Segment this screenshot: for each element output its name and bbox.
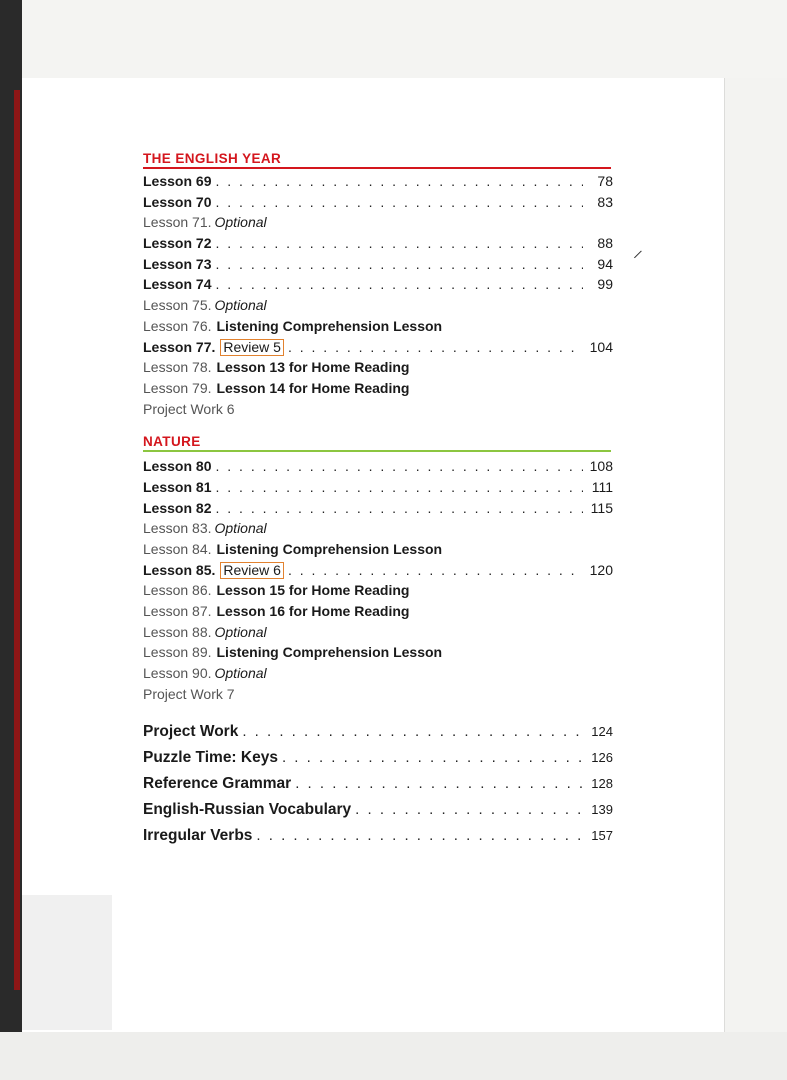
section-title: THE ENGLISH YEAR <box>143 151 282 166</box>
lesson-number: Lesson 86. <box>143 582 212 599</box>
toc-row <box>143 316 613 337</box>
lesson-number: Lesson 81 <box>143 478 212 495</box>
lesson-number: Lesson 79. <box>143 379 212 396</box>
appendix-list <box>143 719 613 849</box>
lesson-number: Lesson 82 <box>143 499 212 516</box>
lesson-number: Project Work 6 <box>143 400 235 417</box>
lesson-title: Lesson 15 for Home Reading <box>216 582 410 599</box>
leader-dots <box>355 797 583 823</box>
toc-row <box>143 399 613 420</box>
lesson-title: Lesson 14 for Home Reading <box>216 379 410 396</box>
page-number: 120 <box>589 561 613 578</box>
appendix-title: Project Work <box>143 722 239 740</box>
toc-row <box>143 477 613 498</box>
leader-dots <box>242 719 583 745</box>
appendix-title: English-Russian Vocabulary <box>143 800 352 818</box>
toc-row <box>143 684 613 705</box>
leader-dots <box>215 233 583 254</box>
toc-row <box>143 357 613 378</box>
toc-row <box>143 254 613 275</box>
toc-row <box>143 622 613 643</box>
toc-row <box>143 663 613 684</box>
toc-row <box>143 295 613 316</box>
page-number: 88 <box>597 235 613 252</box>
section-title: NATURE <box>143 434 201 450</box>
page-number: 78 <box>597 173 613 189</box>
leader-dots <box>215 477 583 498</box>
scan-bottom-margin <box>0 1032 787 1080</box>
review-label: Review 6 <box>220 562 284 579</box>
lesson-number: Lesson 75. <box>143 297 212 314</box>
lesson-number: Lesson 88. <box>143 623 212 640</box>
page-number: 126 <box>591 749 613 765</box>
lesson-number: Project Work 7 <box>143 685 235 702</box>
appendix-row <box>143 719 613 745</box>
optional-label: Optional <box>214 665 267 682</box>
toc-row <box>143 539 613 560</box>
lesson-number: Lesson 85. <box>143 561 216 578</box>
table-of-contents <box>143 150 613 849</box>
section-english-year <box>143 150 613 419</box>
lesson-title: Lesson 13 for Home Reading <box>216 359 410 376</box>
page-number: 83 <box>597 193 613 210</box>
optional-label: Optional <box>214 297 267 314</box>
appendix-row <box>143 771 613 797</box>
optional-label: Optional <box>214 214 267 231</box>
section-nature <box>143 433 613 704</box>
leader-dots <box>215 192 583 213</box>
pencil-mark: / <box>632 247 644 262</box>
section-rule <box>143 167 611 169</box>
leader-dots <box>282 745 583 771</box>
lesson-number: Lesson 77. <box>143 338 216 355</box>
lesson-number: Lesson 76. <box>143 317 212 334</box>
scan-next-page <box>724 78 787 1038</box>
toc-row <box>143 642 613 663</box>
page-corner-shade <box>22 895 112 1030</box>
page-number: 115 <box>590 499 613 516</box>
page-number: 94 <box>597 255 613 272</box>
leader-dots <box>215 274 583 295</box>
lesson-number: Lesson 73 <box>143 255 212 272</box>
appendix-row <box>143 797 613 823</box>
lesson-number: Lesson 71. <box>143 214 212 231</box>
appendix-title: Irregular Verbs <box>143 826 253 844</box>
lesson-number: Lesson 78. <box>143 359 212 376</box>
toc-row <box>143 233 613 254</box>
lesson-number: Lesson 72 <box>143 235 212 252</box>
toc-row <box>143 498 613 519</box>
scan-top-margin <box>0 0 787 78</box>
lesson-number: Lesson 70 <box>143 193 212 210</box>
leader-dots <box>256 823 583 849</box>
lesson-number: Lesson 87. <box>143 603 212 620</box>
lesson-title: Listening Comprehension Lesson <box>216 317 443 334</box>
page-number: 157 <box>591 827 613 843</box>
lesson-number: Lesson 80 <box>143 458 212 475</box>
lesson-number: Lesson 90. <box>143 665 212 682</box>
page-number: 128 <box>591 775 613 791</box>
toc-row <box>143 518 613 539</box>
appendix-row <box>143 823 613 849</box>
leader-dots <box>215 254 583 275</box>
lesson-number: Lesson 84. <box>143 541 212 557</box>
toc-row <box>143 378 613 399</box>
appendix-title: Puzzle Time: Keys <box>143 748 278 766</box>
toc-row <box>143 192 613 213</box>
lesson-number: Lesson 74 <box>143 276 212 293</box>
toc-row <box>143 560 613 581</box>
leader-dots <box>215 498 583 519</box>
leader-dots <box>215 456 583 477</box>
leader-dots <box>215 171 583 192</box>
toc-row <box>143 171 613 192</box>
scan-book-spine <box>14 90 20 990</box>
toc-row <box>143 212 613 233</box>
page-number: 124 <box>591 723 613 739</box>
optional-label: Optional <box>214 623 267 640</box>
leader-dots <box>288 337 583 358</box>
appendix-title: Reference Grammar <box>143 774 292 792</box>
page-number: 108 <box>589 458 613 475</box>
review-label: Review 5 <box>220 339 284 356</box>
page-number: 111 <box>591 478 613 495</box>
leader-dots <box>295 771 583 797</box>
optional-label: Optional <box>214 520 267 537</box>
lesson-title: Listening Comprehension Lesson <box>216 541 443 557</box>
lesson-title: Lesson 16 for Home Reading <box>216 603 410 620</box>
section-rule <box>143 450 611 452</box>
toc-row <box>143 456 613 477</box>
page-number: 99 <box>597 276 613 293</box>
lesson-number: Lesson 69 <box>143 173 212 189</box>
toc-row <box>143 601 613 622</box>
appendix-row <box>143 745 613 771</box>
lesson-title: Listening Comprehension Lesson <box>216 644 443 661</box>
toc-row <box>143 274 613 295</box>
page-number: 104 <box>589 338 613 355</box>
lesson-number: Lesson 83. <box>143 520 212 537</box>
toc-row <box>143 337 613 358</box>
leader-dots <box>288 560 583 581</box>
lesson-number: Lesson 89. <box>143 644 212 661</box>
toc-row <box>143 580 613 601</box>
page-number: 139 <box>591 801 613 817</box>
